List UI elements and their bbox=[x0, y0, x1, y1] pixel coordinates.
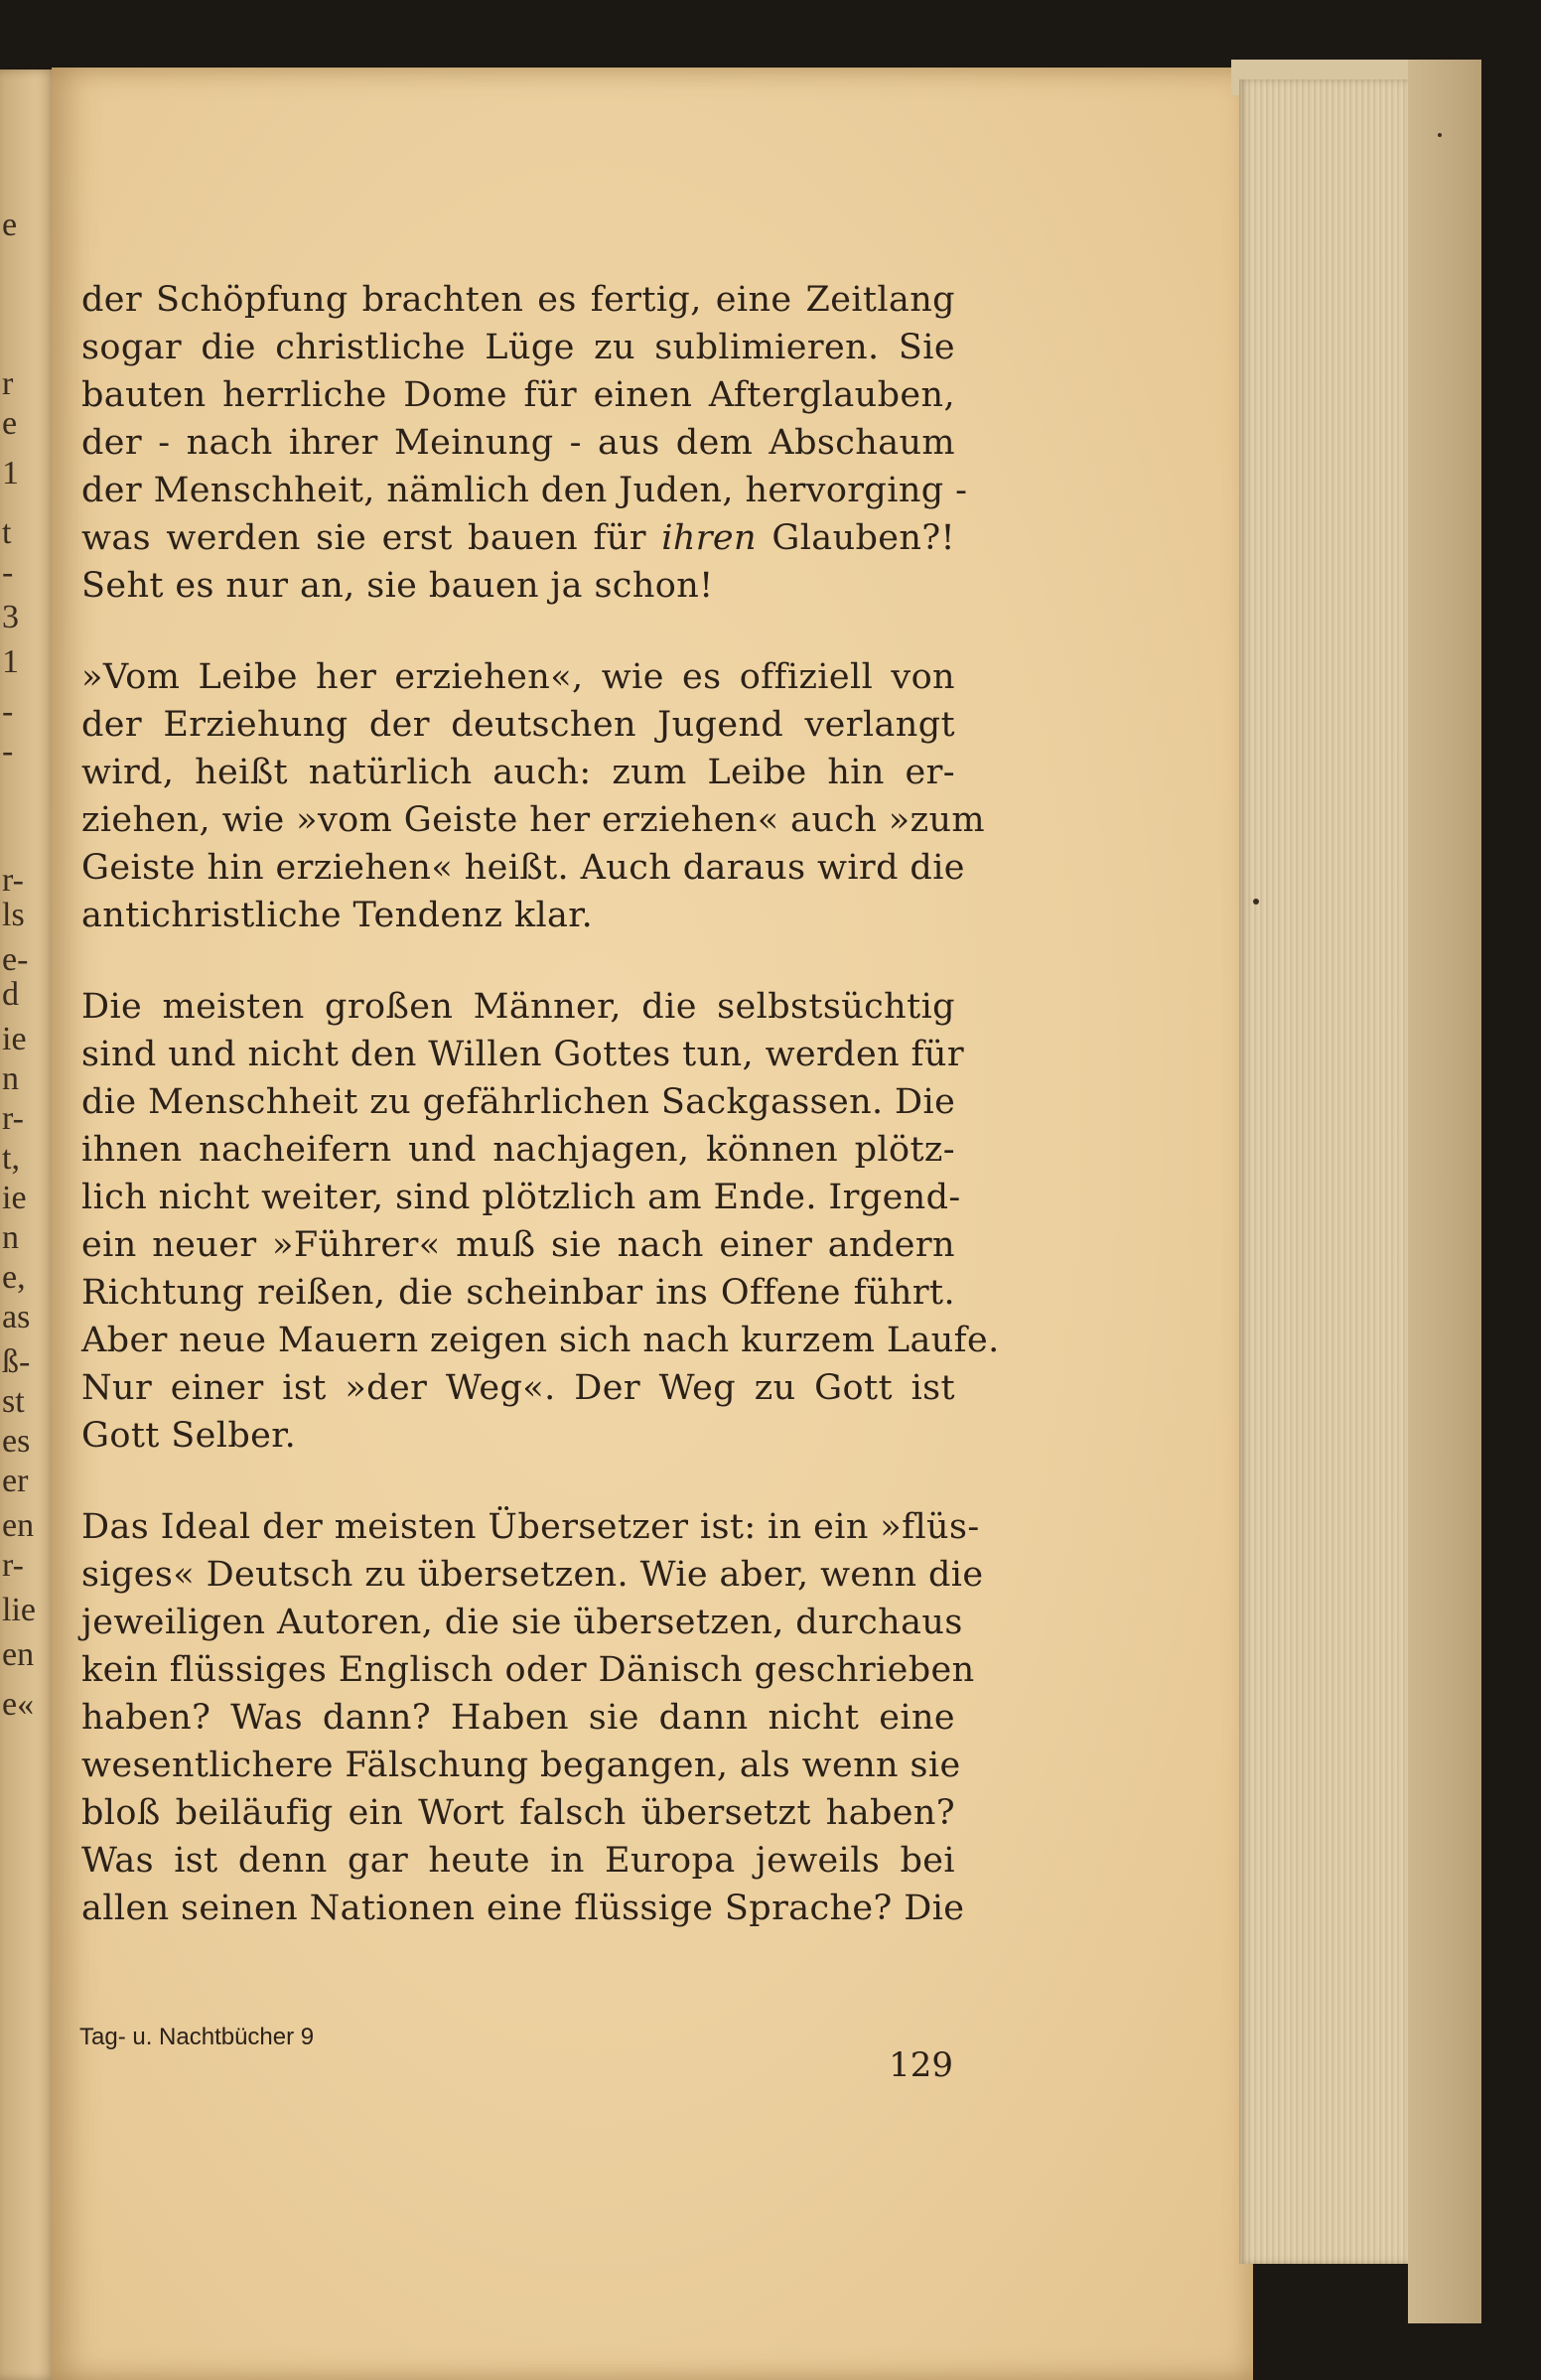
text-fragment: was werden sie erst bauen für bbox=[81, 518, 662, 558]
margin-fragment: ie bbox=[2, 1021, 27, 1057]
text-line: lich nicht weiter, sind plötzlich am Ende. Irgend- bbox=[81, 1178, 961, 1217]
text-line: allen seinen Nationen eine flüssige Sprache? Die bbox=[81, 1889, 965, 1928]
text-line: Geiste hin erziehen« heißt. Auch daraus wird die bbox=[81, 848, 965, 888]
text-line: wird, heißt natürlich auch: zum Leibe hin er- bbox=[81, 753, 955, 792]
text-line: der Menschheit, nämlich den Juden, hervorging - bbox=[81, 471, 968, 510]
margin-fragment: lie bbox=[2, 1592, 36, 1628]
margin-fragment: d bbox=[2, 976, 19, 1013]
text-line: der Schöpfung brachten es fertig, eine Zeitlang bbox=[81, 280, 955, 320]
margin-fragment: st bbox=[2, 1383, 25, 1420]
margin-fragment: - bbox=[2, 733, 14, 770]
margin-fragment: e bbox=[2, 405, 18, 442]
text-line: jeweiligen Autoren, die sie übersetzen, durchaus bbox=[81, 1603, 963, 1642]
margin-fragment: as bbox=[2, 1299, 31, 1335]
text-line: siges« Deutsch zu übersetzen. Wie aber, wenn die bbox=[81, 1555, 984, 1595]
margin-fragment: - bbox=[2, 693, 14, 730]
text-line: ein neuer »Führer« muß sie nach einer andern bbox=[81, 1225, 955, 1265]
margin-fragment: r- bbox=[2, 1100, 24, 1137]
text-line: antichristliche Tendenz klar. bbox=[81, 896, 594, 935]
margin-fragment: n bbox=[2, 1219, 19, 1256]
paragraph-1 bbox=[81, 276, 968, 610]
margin-fragment: r- bbox=[2, 862, 24, 899]
page-number: 129 bbox=[889, 2045, 953, 2085]
margin-fragment: e« bbox=[2, 1686, 35, 1723]
margin-fragment: e- bbox=[2, 941, 29, 978]
margin-fragment: 1 bbox=[2, 455, 19, 491]
margin-fragment: en bbox=[2, 1636, 35, 1673]
text-line: haben? Was dann? Haben sie dann nicht eine bbox=[81, 1698, 955, 1738]
text-line: Die meisten großen Männer, die selbstsüchtig bbox=[81, 987, 955, 1027]
page-footer bbox=[79, 2018, 953, 2085]
specks bbox=[1253, 899, 1259, 905]
margin-fragment: r- bbox=[2, 1547, 24, 1584]
text-line: wesentlichere Fälschung begangen, als wenn sie bbox=[81, 1746, 961, 1785]
margin-fragment: e, bbox=[2, 1259, 26, 1296]
text-line: Richtung reißen, die scheinbar ins Offene führt. bbox=[81, 1273, 955, 1313]
previous-page-edge bbox=[0, 70, 58, 2380]
printer-signature: Tag- u. Nachtbücher 9 bbox=[79, 2024, 315, 2050]
text-line: Gott Selber. bbox=[81, 1416, 297, 1456]
text-line: Das Ideal der meisten Übersetzer ist: in ein »flüs- bbox=[81, 1507, 980, 1547]
paragraph-3 bbox=[81, 983, 1000, 1460]
paragraph-2 bbox=[81, 653, 985, 939]
text-line: der - nach ihrer Meinung - aus dem Abschaum bbox=[81, 423, 955, 463]
text-line: Was ist denn gar heute in Europa jeweils bei bbox=[81, 1841, 955, 1881]
text-line: die Menschheit zu gefährlichen Sackgassen. Die bbox=[81, 1082, 956, 1122]
margin-fragment: ie bbox=[2, 1180, 27, 1216]
text-line: bloß beiläufig ein Wort falsch übersetzt haben? bbox=[81, 1793, 955, 1833]
margin-fragment: es bbox=[2, 1423, 31, 1460]
page-block-edges bbox=[1239, 79, 1408, 2264]
margin-fragment: - bbox=[2, 554, 14, 591]
text-line: sind und nicht den Willen Gottes tun, werden für bbox=[81, 1035, 964, 1074]
text-line: Aber neue Mauern zeigen sich nach kurzem Laufe. bbox=[81, 1321, 1000, 1360]
text-line: Nur einer ist »der Weg«. Der Weg zu Gott ist bbox=[81, 1368, 955, 1408]
book-cover-edge bbox=[1408, 60, 1481, 2323]
margin-fragment: en bbox=[2, 1507, 35, 1544]
text-fragment: Glauben?! bbox=[756, 518, 955, 558]
margin-fragment: r bbox=[2, 365, 14, 402]
text-line: »Vom Leibe her erziehen«, wie es offiziell von bbox=[81, 657, 955, 697]
text-line: bauten herrliche Dome für einen Afterglauben, bbox=[81, 375, 955, 415]
margin-fragment: n bbox=[2, 1060, 19, 1097]
emphasized-word: ihren bbox=[661, 518, 757, 558]
text-line: ihnen nacheifern und nachjagen, können plötz- bbox=[81, 1130, 955, 1170]
specks bbox=[1438, 133, 1442, 137]
body-text bbox=[81, 276, 1000, 1976]
text-line: ziehen, wie »vom Geiste her erziehen« auch »zum bbox=[81, 800, 985, 840]
margin-fragment: 1 bbox=[2, 643, 19, 680]
text-line bbox=[81, 514, 955, 562]
margin-fragment: ß- bbox=[2, 1343, 31, 1380]
paragraph-4 bbox=[81, 1503, 984, 1932]
margin-fragment: e bbox=[2, 207, 18, 243]
text-line: der Erziehung der deutschen Jugend verlangt bbox=[81, 705, 955, 745]
margin-fragment: t, bbox=[2, 1140, 20, 1177]
text-line: Seht es nur an, sie bauen ja schon! bbox=[81, 566, 714, 606]
margin-fragment: ls bbox=[2, 897, 25, 933]
margin-fragment: er bbox=[2, 1463, 29, 1499]
text-line: sogar die christliche Lüge zu sublimieren. Sie bbox=[81, 328, 955, 367]
text-line: kein flüssiges Englisch oder Dänisch geschrieben bbox=[81, 1650, 975, 1690]
margin-fragment: 3 bbox=[2, 599, 19, 635]
margin-fragment: t bbox=[2, 514, 12, 551]
